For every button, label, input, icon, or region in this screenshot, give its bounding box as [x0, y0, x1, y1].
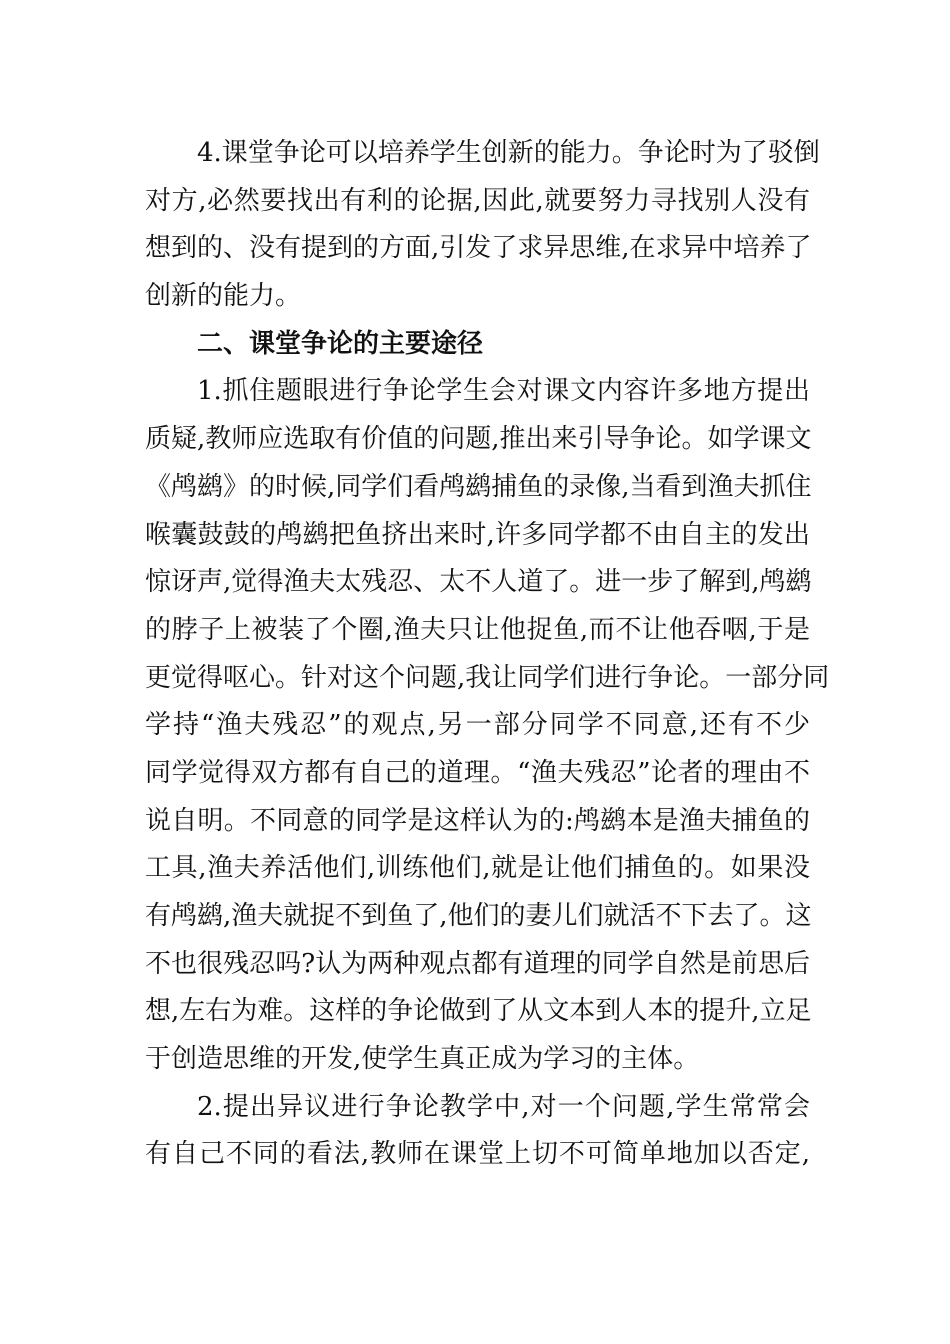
text-line: 更觉得呕心。针对这个问题,我让同学们进行争论。一部分同	[145, 662, 830, 693]
text-line: 喉囊鼓鼓的鸬鹚把鱼挤出来时,许多同学都不由自主的发出	[145, 519, 810, 550]
text-line: 同学觉得双方都有自己的道理。“渔夫残忍”论者的理由不	[145, 757, 810, 788]
text-line: 不也很残忍吗?认为两种观点都有道理的同学自然是前思后	[145, 948, 810, 979]
text-line: 有鸬鹚,渔夫就捉不到鱼了,他们的妻儿们就活不下去了。这	[145, 901, 812, 931]
paragraph-innovation	[145, 130, 820, 321]
document-page	[145, 130, 830, 1179]
section-heading: 二、课堂争论的主要途径	[197, 328, 484, 359]
paragraph-objection	[145, 1084, 810, 1179]
text-line: 创新的能力。	[145, 281, 302, 312]
text-line: 《鸬鹚》的时候,同学们看鸬鹚捕鱼的录像,当看到渔夫抓住	[145, 471, 812, 502]
text-line: 于创造思维的开发,使学生真正成为学习的主体。	[145, 1044, 700, 1075]
text-line: 想到的、没有提到的方面,引发了求异思维,在求异中培养了	[145, 233, 812, 264]
text-line: 工具,渔夫养活他们,训练他们,就是让他们捕鱼的。如果没	[145, 853, 810, 884]
text-line: 2.提出异议进行争论教学中,对一个问题,学生常常会	[197, 1091, 810, 1122]
text-line: 学持“渔夫残忍”的观点,另一部分同学不同意,还有不少	[145, 710, 810, 741]
text-line: 质疑,教师应选取有价值的问题,推出来引导争论。如学课文	[145, 424, 812, 455]
text-line: 说自明。不同意的同学是这样认为的:鸬鹚本是渔夫捕鱼的	[145, 805, 810, 836]
text-line: 的脖子上被装了个圈,渔夫只让他捉鱼,而不让他吞咽,于是	[145, 614, 810, 645]
paragraph-title-eye	[145, 368, 830, 1083]
text-line: 想,左右为难。这样的争论做到了从文本到人本的提升,立足	[145, 996, 812, 1027]
text-line: 4.课堂争论可以培养学生创新的能力。争论时为了驳倒	[197, 138, 820, 168]
text-line: 1.抓住题眼进行争论学生会对课文内容许多地方提出	[197, 376, 810, 407]
text-line: 惊讶声,觉得渔夫太残忍、太不人道了。进一步了解到,鸬鹚	[145, 567, 812, 598]
text-line: 有自己不同的看法,教师在课堂上切不可简单地加以否定,	[145, 1139, 810, 1170]
text-line: 对方,必然要找出有利的论据,因此,就要努力寻找别人没有	[145, 185, 810, 216]
